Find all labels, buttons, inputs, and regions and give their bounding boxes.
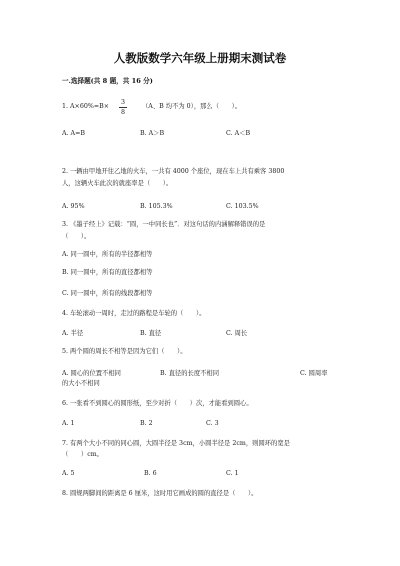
question-5-option-b[interactable]: B. 直径的长度不相同 [160, 370, 220, 377]
question-7-option-b[interactable]: B. 6 [144, 470, 157, 477]
question-6-stem: 6. 一张看不到圆心的圆形纸，至少对折（ ）次，才能看到圆心。 [62, 400, 253, 407]
question-5-stem: 5. 两个圆的周长不相等是因为它们（ ）。 [62, 348, 187, 355]
question-1-option-b[interactable]: B. A＞B [140, 130, 165, 137]
question-5-option-c-continued: 的大小不相同 [62, 380, 100, 387]
question-2-line-2: 人，这辆火车此次的就座率是（ ）。 [62, 180, 173, 187]
fraction-numerator: 3 [120, 99, 125, 106]
question-2-line-1: 2. 一辆由甲地开往乙地的火车，一共有 4000 个座位，现在车上共有乘客 3800 [62, 168, 285, 175]
question-3-line-2: （ ）。 [62, 233, 91, 240]
question-3-option-a[interactable]: A. 同一圆中，所有的半径都相等 [62, 251, 153, 258]
question-4-option-a[interactable]: A. 半径 [62, 330, 84, 337]
question-7-option-a[interactable]: A. 5 [62, 470, 75, 477]
fraction-denominator: 8 [120, 108, 125, 116]
question-6-option-c[interactable]: C. 3 [206, 420, 219, 427]
question-1-stem-a: 1. A×60%=B× [62, 103, 110, 110]
question-3-line-1: 3. 《墨子经上》记载：“圆，一中同长也”．对这句话的内涵解释错误的是 [62, 221, 266, 228]
question-6-option-a[interactable]: A. 1 [62, 420, 75, 427]
question-7-line-1: 7. 有两个大小不同的同心圆，大圆半径是 3cm，小圆半径是 2cm，则圆环的宽是 [62, 440, 290, 447]
question-5-option-c[interactable]: C. 圆周率 [300, 370, 328, 377]
question-7-line-2: （ ）cm。 [62, 451, 103, 458]
question-5-option-a[interactable]: A. 圆心的位置不相同 [62, 370, 121, 377]
question-6-option-b[interactable]: B. 2 [140, 420, 153, 427]
question-1-fraction [118, 98, 128, 117]
section-heading: 一.选择题(共 8 题，共 16 分) [62, 77, 153, 85]
question-1-stem-b: （A、B 均不为 0），那么（ ）。 [142, 103, 242, 110]
question-3-option-b[interactable]: B. 同一圆中，所有的直径都相等 [62, 269, 153, 276]
question-1-option-a[interactable]: A. A=B [62, 130, 86, 137]
page-title: 人教版数学六年级上册期末测试卷 [113, 51, 287, 65]
question-1-option-c[interactable]: C. A＜B [226, 130, 251, 137]
question-8-stem: 8. 圆规两脚间的距离是 6 厘米，这时用它画成的圆的直径是（ ）。 [62, 490, 258, 497]
question-4-option-c[interactable]: C. 周长 [226, 330, 248, 337]
question-2-option-c[interactable]: C. 103.5% [226, 203, 259, 210]
question-3-option-c[interactable]: C. 同一圆中，所有的线段都相等 [62, 290, 153, 297]
question-2-option-a[interactable]: A. 95% [62, 203, 85, 210]
question-2-option-b[interactable]: B. 105.3% [140, 203, 173, 210]
question-4-stem: 4. 车轮滚动一周时，走过的路程是车轮的（ ）。 [62, 310, 206, 317]
question-4-option-b[interactable]: B. 直径 [140, 330, 162, 337]
question-7-option-c[interactable]: C. 1 [226, 470, 239, 477]
